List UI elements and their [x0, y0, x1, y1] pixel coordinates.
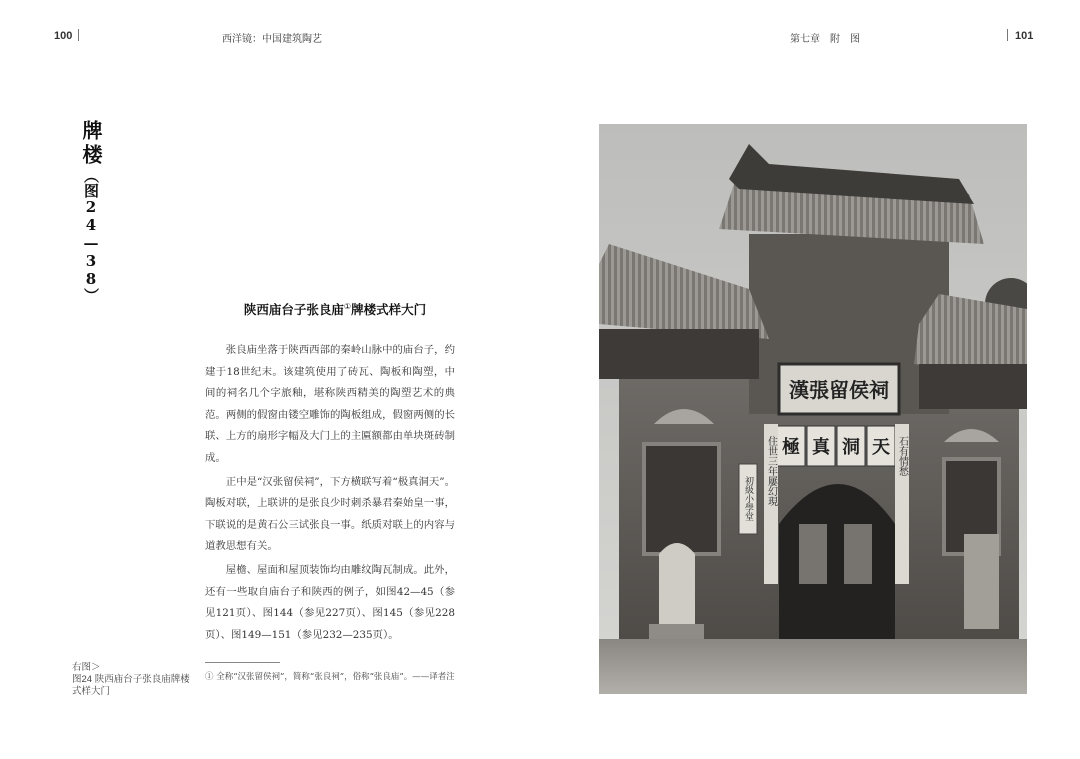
- caption-text: 图24 陕西庙台子张良庙牌楼式样大门: [72, 674, 190, 697]
- board-char: 真: [812, 437, 830, 458]
- right-running-title: 第七章 附 图: [790, 34, 860, 45]
- left-page-number: 100: [54, 30, 73, 42]
- main-plaque-text: 漢張留侯祠: [789, 378, 889, 402]
- right-page-number: 101: [1015, 30, 1034, 42]
- inner-gate-panel: [799, 524, 827, 584]
- vertical-title-main: 牌楼: [79, 120, 103, 168]
- figure-caption: [72, 662, 192, 698]
- stone-paving: [599, 639, 1027, 694]
- header-divider-left: [78, 29, 79, 41]
- footnote: ① 全称“汉张留侯祠”，简称“张良祠”，俗称“张良庙”。——译者注: [205, 672, 455, 682]
- section-title-tail: 牌楼式样大门: [351, 302, 427, 317]
- board-char: 洞: [842, 437, 860, 458]
- header-divider-right: [1007, 29, 1008, 41]
- inner-gate-panel: [844, 524, 872, 584]
- footnote-rule: [205, 662, 280, 663]
- left-lattice-window: [644, 444, 719, 554]
- gate-photograph: [599, 124, 1027, 694]
- right-bracket-band: [919, 364, 1027, 409]
- paragraph: 正中是“汉张留侯祠”，下方横联写着“极真洞天”。陶板对联，上联讲的是张良少时刺杀暴君秦始皇一事，下联说的是黄石公三试张良一事。纸质对联上的内容与道教思想有关。: [205, 475, 455, 553]
- body-text: [205, 340, 455, 648]
- left-bracket-band: [599, 329, 759, 379]
- left-stele: [659, 543, 695, 629]
- right-couplet-text: 石有情愁: [896, 436, 908, 476]
- paragraph: 张良庙坐落于陕西西部的秦岭山脉中的庙台子，约建于18世纪末。该建筑使用了砖瓦、陶板和陶塑，中间的祠名几个字旅釉，堪称陕西精美的陶塑艺术的典范。两侧的假窗由镂空雕饰的陶板组成，假窗两侧的长联、上方的扇形字幅及大门上的主匾额都由单块斑砖制成。: [205, 344, 455, 464]
- footnote-marker: ①: [343, 301, 352, 311]
- paragraph: 屋檐、屋面和屋顶装饰均由雕纹陶瓦制成。此外，还有一些取自庙台子和陕西的例子，如图42—45（参见121页）、图144（参见227页）、图145（参见228页）、图149—151（参见232—235页）。: [205, 563, 455, 641]
- board-char: 天: [872, 437, 890, 458]
- vertical-title-figures: （图24—38）: [82, 168, 100, 303]
- right-stele: [964, 534, 999, 629]
- vertical-section-title: [70, 120, 106, 303]
- left-running-title: 西洋镜：中国建筑陶艺: [222, 34, 322, 45]
- school-placard-text: 初級小學堂: [743, 476, 753, 521]
- board-char: 極: [782, 437, 800, 458]
- caption-pointer: 右图＞: [72, 662, 101, 673]
- section-title: [205, 300, 465, 318]
- arched-doorway: [779, 484, 895, 644]
- left-couplet-text: 住世三年屢幻現: [765, 436, 777, 506]
- section-title-head: 陕西庙台子张良庙: [243, 302, 344, 317]
